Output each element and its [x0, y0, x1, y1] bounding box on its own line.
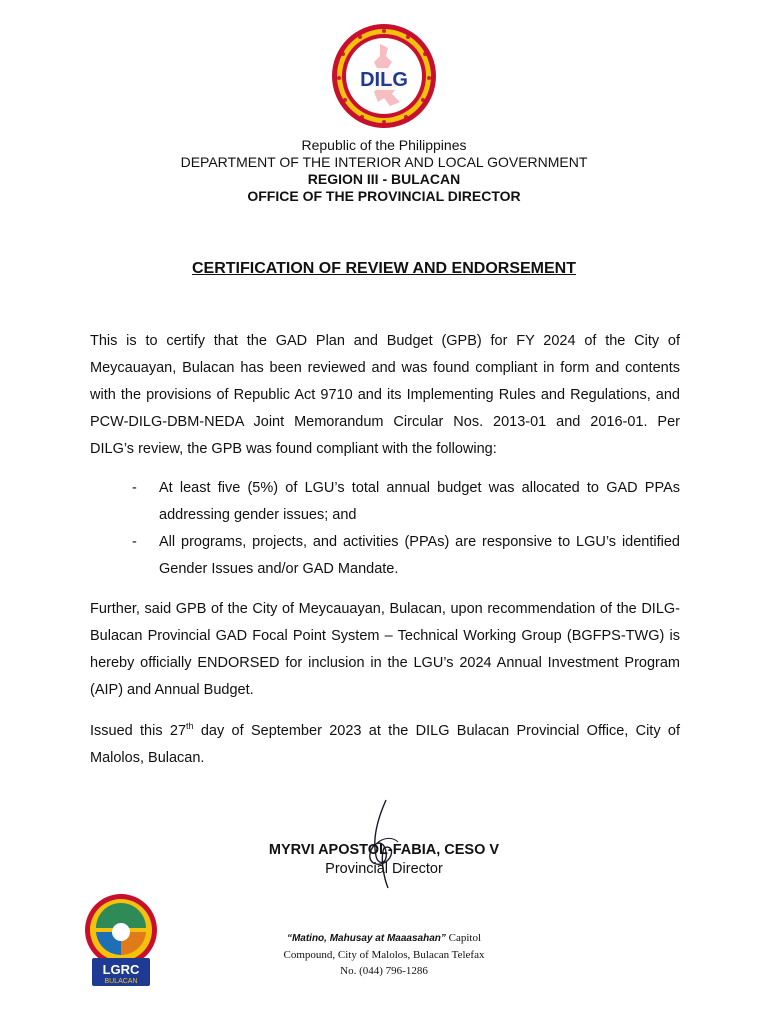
compliance-list: [132, 475, 680, 583]
issued-text-superscript: th: [186, 721, 194, 732]
letterhead-republic: Republic of the Philippines: [301, 137, 467, 153]
paragraph-certification: This is to certify that the GAD Plan and Budget (GPB) for FY 2024 of the City of Meycauayan, Bulacan has been reviewed and was found compliant in form and contents with the provisions of Republic Act 9710 and its Implementing Rules and Regulations, and PCW-DILG-DBM-NEDA Joint Memorandum Circular Nos. 2013-01 and 2016-01. Per DILG’s review, the GPB was found compliant with the following:: [90, 333, 680, 457]
footer-line1: Capitol: [445, 932, 482, 944]
footer-line2: Compound, City of Malolos, Bulacan Telefax: [283, 949, 485, 961]
issued-text-start: Issued this 27: [90, 723, 187, 739]
paragraph-issued: [90, 718, 680, 772]
list-item-text: At least five (5%) of LGU’s total annual budget was allocated to GAD PPAs addressing gender issues; and: [159, 480, 680, 523]
lgrc-logo-text: LGRC: [102, 962, 140, 977]
paragraph-endorsement: Further, said GPB of the City of Meycauayan, Bulacan, upon recommendation of the DILG-Bulacan Provincial GAD Focal Point System – Technical Working Group (BGFPS-TWG) is hereby officially ENDORSED for inclusion in the LGU’s 2024 Annual Investment Program (AIP) and Annual Budget.: [90, 601, 680, 698]
signatory-position: Provincial Director: [325, 861, 443, 877]
footer-address: [262, 930, 506, 979]
letterhead-department: DEPARTMENT OF THE INTERIOR AND LOCAL GOVERNMENT: [180, 154, 588, 170]
lgrc-bulacan-logo: [82, 888, 160, 988]
letterhead: [0, 137, 768, 205]
dash-bullet-icon: -: [132, 480, 137, 496]
list-item: [132, 529, 680, 583]
list-item: [132, 475, 680, 529]
list-item-text: All programs, projects, and activities (PPAs) are responsive to LGU’s identified Gender Issues and/or GAD Mandate.: [159, 534, 680, 577]
dilg-seal-logo: [330, 22, 438, 130]
issued-text-end: day of September 2023 at the DILG Bulacan Provincial Office, City of Malolos, Bulacan.: [90, 723, 680, 766]
footer-line3: No. (044) 796-1286: [340, 965, 428, 977]
document-title: CERTIFICATION OF REVIEW AND ENDORSEMENT: [192, 260, 576, 277]
letterhead-office: OFFICE OF THE PROVINCIAL DIRECTOR: [247, 188, 521, 204]
signatory-name: MYRVI APOSTOL-FABIA, CESO V: [268, 842, 500, 858]
dash-bullet-icon: -: [132, 534, 137, 550]
letterhead-region: REGION III - BULACAN: [307, 171, 461, 187]
footer-motto: “Matino, Mahusay at Maaasahan”: [286, 933, 446, 944]
lgrc-logo-subtext: BULACAN: [104, 978, 138, 985]
dilg-logo-text: DILG: [360, 69, 408, 91]
